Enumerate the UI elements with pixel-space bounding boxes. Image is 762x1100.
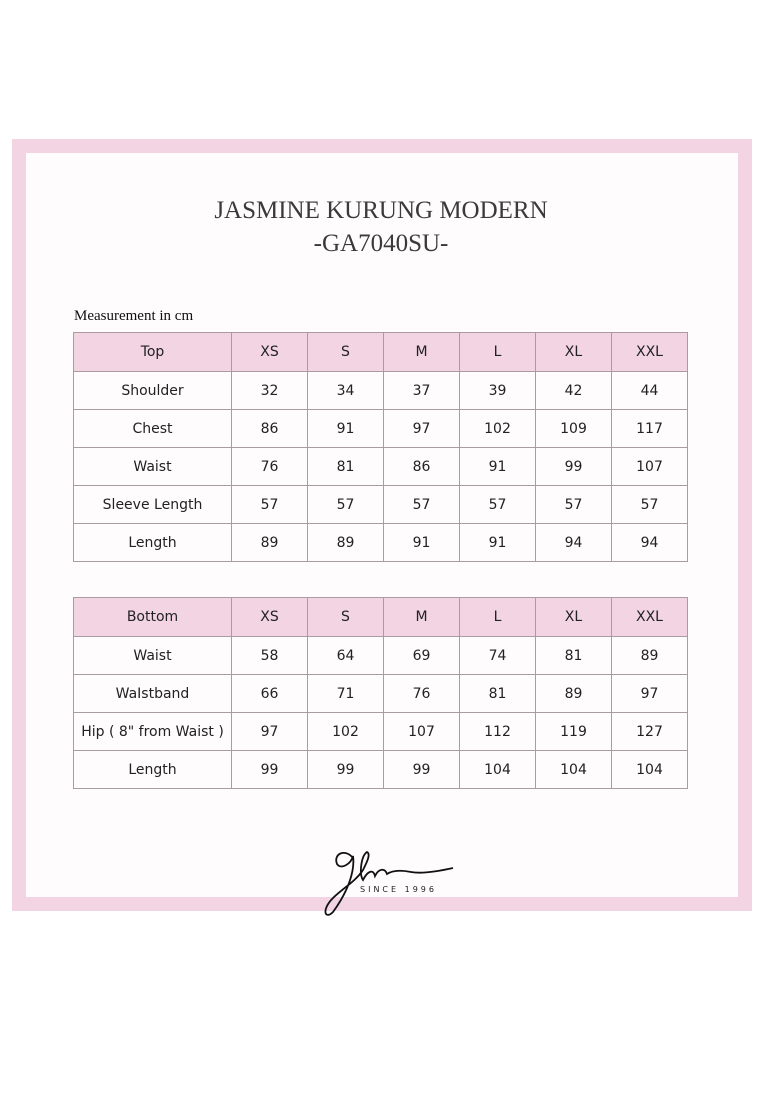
product-title: JASMINE KURUNG MODERN: [214, 197, 548, 224]
value-cell: 94: [612, 524, 688, 562]
value-cell: 99: [232, 751, 308, 789]
value-cell: 91: [460, 448, 536, 486]
table-row: [74, 524, 688, 562]
value-cell: 102: [308, 713, 384, 751]
table-row: [74, 372, 688, 410]
value-cell: 107: [384, 713, 460, 751]
value-cell: 57: [460, 486, 536, 524]
size-header: M: [384, 333, 460, 372]
value-cell: 89: [232, 524, 308, 562]
size-header: M: [384, 598, 460, 637]
row-label: Sleeve Length: [74, 486, 232, 524]
brand-tagline: SINCE 1996: [360, 885, 437, 894]
size-header: XXL: [612, 598, 688, 637]
value-cell: 66: [232, 675, 308, 713]
value-cell: 99: [384, 751, 460, 789]
value-cell: 102: [460, 410, 536, 448]
value-cell: 119: [536, 713, 612, 751]
size-header: S: [308, 333, 384, 372]
row-label: Chest: [74, 410, 232, 448]
value-cell: 57: [612, 486, 688, 524]
value-cell: 57: [536, 486, 612, 524]
value-cell: 57: [384, 486, 460, 524]
table-row: [74, 637, 688, 675]
value-cell: 89: [308, 524, 384, 562]
header-cell: Bottom: [74, 598, 232, 637]
value-cell: 81: [308, 448, 384, 486]
table-row: [74, 675, 688, 713]
size-header: XS: [232, 333, 308, 372]
value-cell: 107: [612, 448, 688, 486]
measurement-note: Measurement in cm: [74, 308, 194, 324]
size-header: L: [460, 598, 536, 637]
row-label: Length: [74, 524, 232, 562]
header-row: [74, 333, 688, 372]
row-label: WaIstband: [74, 675, 232, 713]
table-row: [74, 751, 688, 789]
row-label: Waist: [74, 637, 232, 675]
value-cell: 104: [536, 751, 612, 789]
value-cell: 34: [308, 372, 384, 410]
size-header: L: [460, 333, 536, 372]
top-size-table: [73, 332, 688, 562]
value-cell: 81: [536, 637, 612, 675]
size-header: S: [308, 598, 384, 637]
value-cell: 109: [536, 410, 612, 448]
header-row: [74, 598, 688, 637]
value-cell: 99: [536, 448, 612, 486]
value-cell: 89: [612, 637, 688, 675]
row-label: Waist: [74, 448, 232, 486]
header-cell: Top: [74, 333, 232, 372]
value-cell: 76: [232, 448, 308, 486]
value-cell: 97: [232, 713, 308, 751]
value-cell: 86: [384, 448, 460, 486]
value-cell: 86: [232, 410, 308, 448]
value-cell: 89: [536, 675, 612, 713]
value-cell: 94: [536, 524, 612, 562]
value-cell: 71: [308, 675, 384, 713]
value-cell: 112: [460, 713, 536, 751]
value-cell: 64: [308, 637, 384, 675]
value-cell: 99: [308, 751, 384, 789]
product-code: -GA7040SU-: [313, 230, 449, 257]
row-label: Hip ( 8" from Waist ): [74, 713, 232, 751]
value-cell: 91: [384, 524, 460, 562]
value-cell: 117: [612, 410, 688, 448]
value-cell: 32: [232, 372, 308, 410]
row-label: Shoulder: [74, 372, 232, 410]
value-cell: 97: [612, 675, 688, 713]
value-cell: 74: [460, 637, 536, 675]
table-row: [74, 410, 688, 448]
value-cell: 57: [308, 486, 384, 524]
value-cell: 39: [460, 372, 536, 410]
value-cell: 81: [460, 675, 536, 713]
row-label: Length: [74, 751, 232, 789]
table-row: [74, 448, 688, 486]
value-cell: 127: [612, 713, 688, 751]
value-cell: 76: [384, 675, 460, 713]
value-cell: 104: [460, 751, 536, 789]
value-cell: 57: [232, 486, 308, 524]
size-header: XL: [536, 598, 612, 637]
value-cell: 42: [536, 372, 612, 410]
table-row: [74, 486, 688, 524]
value-cell: 44: [612, 372, 688, 410]
brand-logo: [315, 840, 465, 920]
table-row: [74, 713, 688, 751]
size-header: XS: [232, 598, 308, 637]
value-cell: 37: [384, 372, 460, 410]
value-cell: 97: [384, 410, 460, 448]
size-header: XL: [536, 333, 612, 372]
value-cell: 91: [460, 524, 536, 562]
size-header: XXL: [612, 333, 688, 372]
value-cell: 58: [232, 637, 308, 675]
bottom-size-table: [73, 597, 688, 789]
value-cell: 104: [612, 751, 688, 789]
value-cell: 69: [384, 637, 460, 675]
value-cell: 91: [308, 410, 384, 448]
